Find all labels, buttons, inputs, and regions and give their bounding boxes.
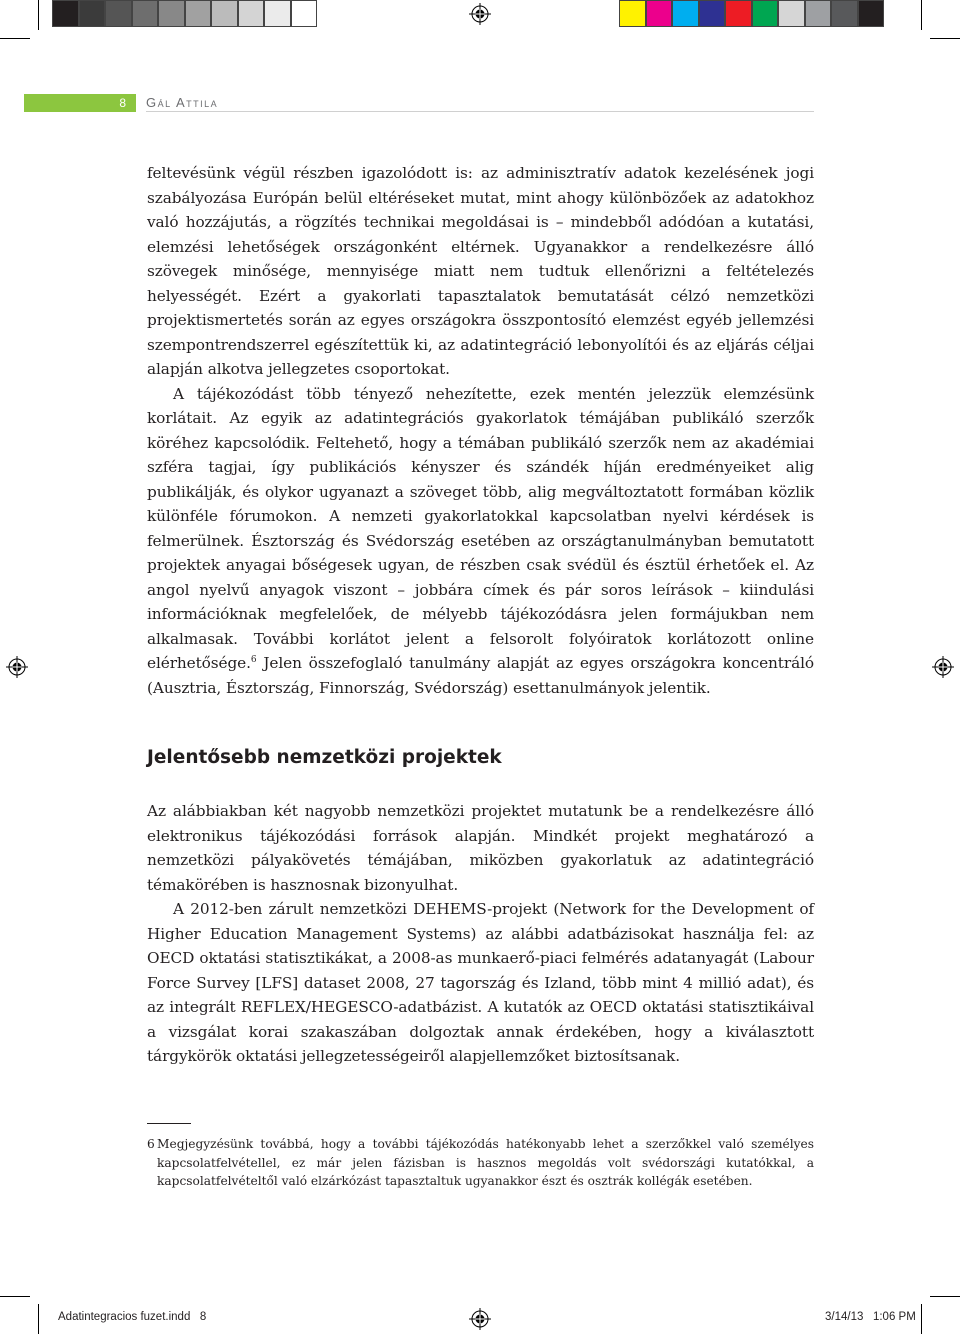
- paragraph-text: A tájékozódást több tényező nehezítette, ezek mentén jelezzük elemzésünk korlátait. Az egyik az adatintegrációs gyakorlatok témájában publikáló szerzők köréhez kapcsolódik. Feltehető, hogy a témában publikáló szerzők nem az akadémiai szféra tagjai, így publikációs kényszer és szándék híján eredményeiket alig publikálják, és olykor ugyanazt a szöveget több, alig megváltoztatott formában közlik különféle fórumokon. A nemzeti gyakorlatokkal kapcsolatban nyelvi kérdések is felmerülnek. Észtország és Svédország esetében az országtanulmányban bemutatott projektek anyagai bőségesek ugyan, de részben csak svédül és észtül érhetőek el. Az angol nyelvű anyagok viszont – jobbára címek és pár soros leírások – kiindulási információknak megfelelőek, de mélyebb tájékozódásra jelen formájukban nem alkalmasak. További korlátot jelent a felsorolt folyóiratok korlátozott online elérhetősége.: [147, 384, 814, 672]
- crop-mark: [930, 38, 960, 39]
- grayscale-color-bar: [52, 0, 317, 27]
- footnote-rule: [147, 1123, 191, 1124]
- color-swatch: [158, 0, 185, 27]
- registration-mark-icon: [6, 656, 28, 678]
- crop-mark: [38, 0, 39, 30]
- slug-filename: Adatintegracios fuzet.indd 8: [58, 1311, 207, 1323]
- color-swatch: [805, 0, 832, 27]
- body-text: [147, 161, 814, 700]
- color-swatch: [264, 0, 291, 27]
- crop-mark: [0, 1296, 30, 1297]
- page-number: 8: [119, 96, 126, 110]
- color-swatch: [132, 0, 159, 27]
- color-swatch: [858, 0, 885, 27]
- running-header-author: Gál Attila: [146, 95, 219, 110]
- section-text: [147, 799, 814, 1069]
- footnote: [147, 1135, 814, 1191]
- color-swatch: [79, 0, 106, 27]
- cmyk-color-bar: [619, 0, 884, 27]
- color-swatch: [699, 0, 726, 27]
- crop-mark: [0, 38, 30, 39]
- crop-mark: [921, 1304, 922, 1334]
- color-swatch: [831, 0, 858, 27]
- paragraph-text: Jelen összefoglaló tanulmány alapját az egyes országokra koncentráló (Ausztria, Észtország, Finnország, Svédország) esettanulmányok jelentik.: [147, 654, 814, 697]
- color-swatch: [238, 0, 265, 27]
- color-swatch: [778, 0, 805, 27]
- color-swatch: [646, 0, 673, 27]
- color-swatch: [185, 0, 212, 27]
- registration-mark-icon: [469, 1308, 491, 1330]
- paragraph: feltevésünk végül részben igazolódott is: az adminisztratív adatok kezelésének jogi szabályozása Európán belül eltéréseket mutat, mint ahogy különbözőek az adatokhoz való hozzájutás, a rögzítés technikai megoldásai is – mindebből adódóan a kutatási, elemzési lehetőségek országonként eltérnek. Ugyanakkor a rendelkezésre álló szövegek minősége, mennyisége miatt nem tudtuk ellenőrizni a feltételezés helyességét. Ezért a gyakorlati tapasztalatok bemutatását célzó nemzetközi projektismertetés során az egyes országokra összpontosító elemzést egyéb jellemzési szempontrendszerrel egészítettük ki, az adatintegráció lebonyolítói és az eljárás céljai alapján alkotva jellegzetes csoportokat.: [147, 164, 814, 378]
- color-swatch: [211, 0, 238, 27]
- registration-mark-icon: [469, 3, 491, 25]
- footnote-reference[interactable]: 6: [250, 654, 257, 665]
- registration-mark-icon: [932, 656, 954, 678]
- color-swatch: [672, 0, 699, 27]
- crop-mark: [930, 1296, 960, 1297]
- paragraph: A 2012-ben zárult nemzetközi DEHEMS-projekt (Network for the Development of Higher Education Management Systems) az alábbi adatbázisokat használja fel: az OECD oktatási statisztikákat, a 2008-as munkaerő-piaci felmérés adatanyagát (Labour Force Survey [LFS] dataset 2008, 27 tagország és Izland, több mint 4 millió adat), és az integrált REFLEX/HEGESCO-adatbázist. A kutatók az OECD oktatási statisztikáival a vizsgálat korai szakaszában dolgoztak annak érdekében, hogy a kiválasztott tárgykörök oktatási jellegzetességeiről alapjellemzőket biztosítsanak.: [147, 900, 814, 1065]
- color-swatch: [725, 0, 752, 27]
- color-swatch: [291, 0, 318, 27]
- footnote-number: 6: [147, 1137, 155, 1151]
- color-swatch: [619, 0, 646, 27]
- color-swatch: [105, 0, 132, 27]
- crop-mark: [921, 0, 922, 30]
- paragraph: [147, 382, 814, 701]
- footnote-text: Megjegyzésünk továbbá, hogy a további tájékozódás hatékonyabb lehet a szerzőkkel való személyes kapcsolatfelvétellel, ez már jelen fázisban is hasznos megoldás volt svédországi kutatókkal, a kapcsolatfelvételtől való elzárkózást tapasztaltuk ugyanakkor észt és osztrák kollégák esetében.: [157, 1137, 814, 1188]
- color-swatch: [752, 0, 779, 27]
- color-swatch: [52, 0, 79, 27]
- section-heading: Jelentősebb nemzetközi projektek: [147, 747, 502, 768]
- slug-timestamp: 3/14/13 1:06 PM: [825, 1311, 916, 1323]
- header-rule: [146, 111, 814, 112]
- page-number-tab: [24, 94, 136, 112]
- crop-mark: [38, 1304, 39, 1334]
- paragraph: Az alábbiakban két nagyobb nemzetközi projektet mutatunk be a rendelkezésre álló elektronikus tájékozódási források alapján. Mindkét projekt meghatározó a nemzetközi pályakövetés témájában, miközben gyakorlatuk az adatintegráció témakörében is hasznosnak bizonyulhat.: [147, 802, 814, 894]
